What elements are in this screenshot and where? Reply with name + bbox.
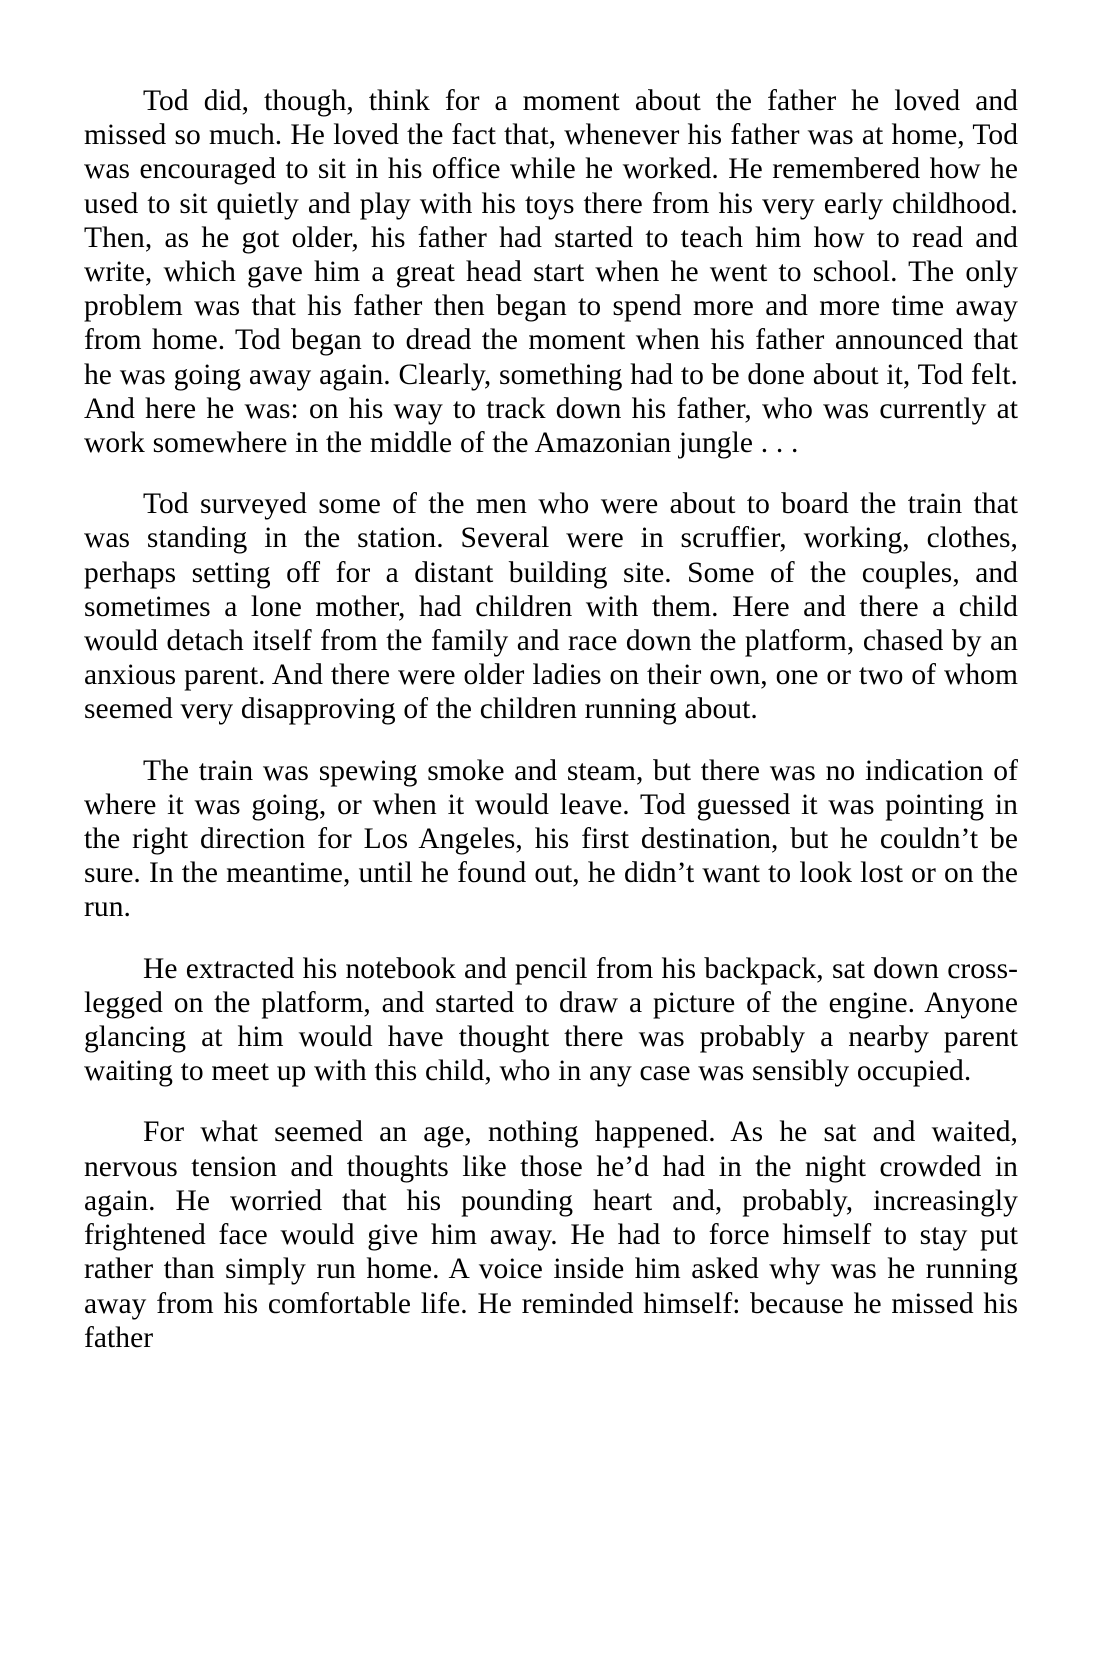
paragraph: He extracted his notebook and pencil from his backpack, sat down cross-legged on the platform, and started to draw a picture of the engine. Anyone glancing at him would have thought there was probably a nearby parent waiting to meet up with this child, who in any case was sensibly occupied. [84, 952, 1018, 1088]
paragraph: Tod surveyed some of the men who were about to board the train that was standing in the station. Several were in scruffier, working, clothes, perhaps setting off for a distant building site. Some of the couples, and sometimes a lone mother, had children with them. Here and there a child would detach itself from the family and race down the platform, chased by an anxious parent. And there were older ladies on their own, one or two of whom seemed very disapproving of the children running about. [84, 488, 1018, 726]
paragraph: The train was spewing smoke and steam, but there was no indication of where it was going, or when it would leave. Tod guessed it was pointing in the right direction for Los Angeles, his first destination, but he couldn’t be sure. In the meantime, until he found out, he didn’t want to look lost or on the run. [84, 754, 1018, 924]
paragraph: For what seemed an age, nothing happened. As he sat and waited, nervous tension and thoughts like those he’d had in the night crowded in again. He worried that his pounding heart and, probably, increasingly frightened face would give him away. He had to force himself to stay put rather than simply run home. A voice inside him asked why was he running away from his comfortable life. He reminded himself: because he missed his father [84, 1116, 1018, 1354]
paragraph: Tod did, though, think for a moment about the father he loved and missed so much. He loved the fact that, whenever his father was at home, Tod was encouraged to sit in his office while he worked. He remembered how he used to sit quietly and play with his toys there from his very early childhood. Then, as he got older, his father had started to teach him how to read and write, which gave him a great head start when he went to school. The only problem was that his father then began to spend more and more time away from home. Tod began to dread the moment when his father announced that he was going away again. Clearly, something had to be done about it, Tod felt. And here he was: on his way to track down his father, who was currently at work somewhere in the middle of the Amazonian jungle . . . [84, 85, 1018, 460]
page-text-block [84, 84, 1018, 1355]
